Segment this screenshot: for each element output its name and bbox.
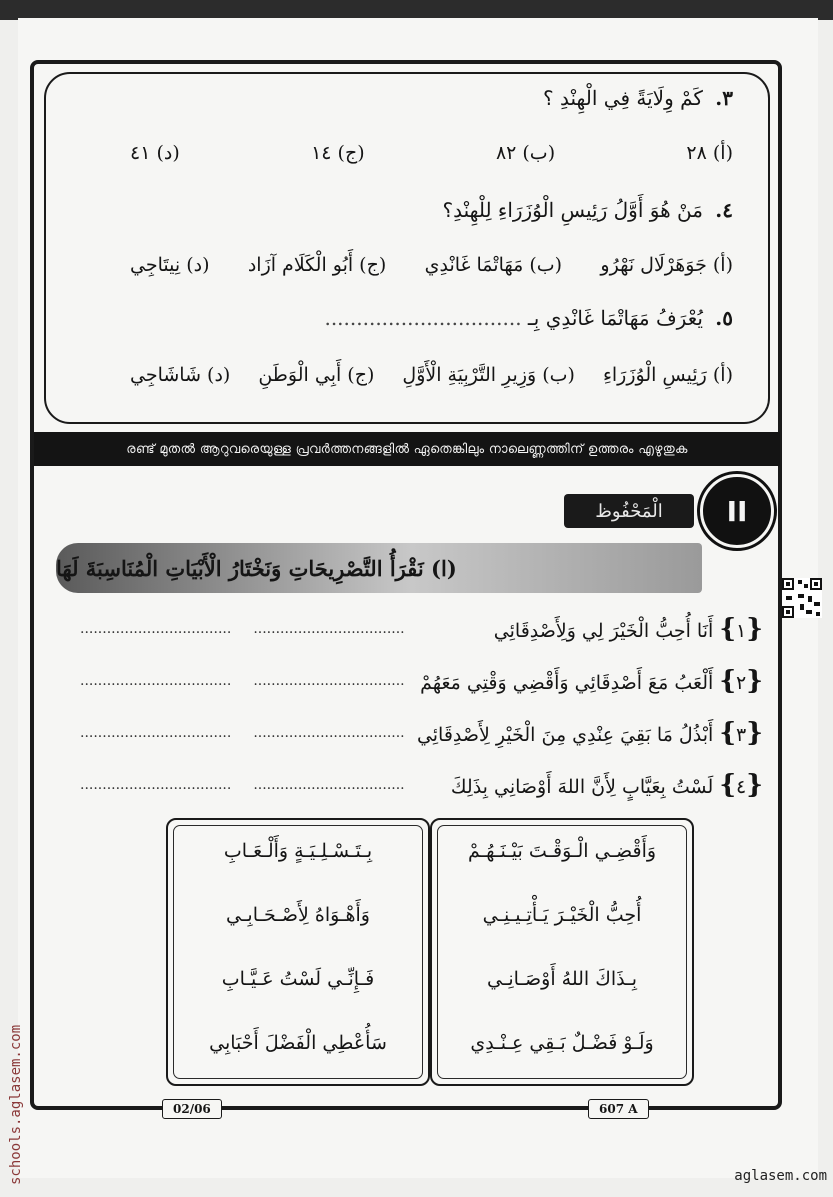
option-c: (ج) ١٤ [311, 142, 365, 164]
answer-blank: .................................. [80, 777, 232, 793]
qr-code-icon [782, 578, 822, 618]
section-title: الْمَحْفُوظ [564, 494, 694, 528]
verse-line: أُحِبُّ الْخَيْـرَ يَـأْتِـيـنِـي [482, 904, 642, 926]
question-4 [442, 198, 733, 222]
statement-number: ١ [736, 620, 747, 642]
answer-blank: .................................. [253, 673, 405, 689]
corner-watermark: aglasem.com [734, 1168, 827, 1184]
question-number: ٥. [715, 306, 733, 330]
question-text: مَنْ هُوَ أَوَّلُ رَئِيسِ الْوُزَرَاءِ لِلْهِنْدِ؟ [442, 198, 703, 222]
statement-number: ٢ [736, 672, 747, 694]
option-a: (أ) جَوَهَرْلَال نَهْرُو [600, 254, 733, 276]
section-number: II [700, 474, 774, 548]
activity-instruction [56, 543, 702, 593]
statement-text: لَسْتُ بِعَيَّابٍ لِأَنَّ اللهَ أَوْصَانِي بِذَلِكَ [450, 776, 714, 798]
option-d: (د) شَاشَاجِي [130, 364, 231, 386]
option-c: (ج) أَبُو الْكَلَام آزَاد [247, 254, 387, 276]
verse-line: وَأَهْـوَاهُ لِأَصْـحَـابِـي [226, 904, 370, 926]
question-4-options [130, 254, 733, 276]
question-3 [543, 86, 733, 110]
verse-line: وَلَـوْ فَضْـلٌ بَـقِي عِـنْـدِي [470, 1032, 654, 1054]
verse-line: بِـذَاكَ اللهُ أَوْصَـانِـي [486, 968, 638, 990]
answer-blank: .................................. [253, 777, 405, 793]
option-b: (ب) ٨٢ [495, 142, 556, 164]
question-text: كَمْ وِلَايَةً فِي الْهِنْدِ ؟ [543, 86, 703, 110]
question-number: ٣. [715, 86, 733, 110]
answer-blanks [80, 621, 405, 637]
answer-blanks [80, 777, 405, 793]
answer-blank: .................................. [80, 725, 232, 741]
answer-blank: .................................. [80, 621, 232, 637]
question-3-options [130, 142, 733, 164]
statement-text: أَنَا أُحِبُّ الْخَيْرَ لِي وَلِأَصْدِقَائِي [493, 620, 714, 642]
verse-box-right [430, 818, 694, 1086]
statement-row [80, 664, 763, 698]
option-b: (ب) مَهَاتْمَا غَانْدِي [424, 254, 563, 276]
answer-blanks [80, 673, 405, 689]
answer-blank: .................................. [253, 621, 405, 637]
statement-number: ٤ [736, 776, 747, 798]
statement-text: أَلْعَبُ مَعَ أَصْدِقَائِي وَأَقْضِي وَقْتِي مَعَهُمْ [420, 672, 714, 694]
option-a: (أ) رَئِيسِ الْوُزَرَاءِ [602, 364, 733, 386]
activity-instruction-text: (ا) نَقْرَأُ التَّصْرِيحَاتِ وَنَخْتَارُ الْأَبْيَاتِ الْمُنَاسِبَةَ لَهَا [56, 555, 457, 581]
option-a: (أ) ٢٨ [686, 142, 733, 164]
paper-code-tag: 607 A [588, 1099, 649, 1119]
statement: {٤} لَسْتُ بِعَيَّابٍ لِأَنَّ اللهَ أَوْصَانِي بِذَلِكَ [450, 770, 763, 800]
option-b: (ب) وَزِيرِ التَّرْبِيَةِ الْأَوَّلِ [402, 364, 575, 386]
statement-row [80, 716, 763, 750]
statement-row [80, 612, 763, 646]
verse-line: فَـإِنِّـي لَسْتُ عَـيَّـابِ [221, 968, 375, 990]
statement-row [80, 768, 763, 802]
question-text: يُعْرَفُ مَهَاتْمَا غَانْدِي بِـ [527, 306, 703, 330]
verse-line: وَأَقْضِـي الْـوَقْـتَ بَيْـنَـهُـمْ [467, 840, 657, 862]
scan-top-band [0, 0, 833, 20]
verse-box-left [166, 818, 430, 1086]
instruction-banner: രണ്ട് മുതൽ ആറുവരെയുള്ള പ്രവർത്തനങ്ങളിൽ ഏതെങ്കിലും നാലെണ്ണത്തിന് ഉത്തരം എഴുതുക [34, 432, 780, 466]
statement: {٣} أَبْذُلُ مَا بَقِيَ عِنْدِي مِنَ الْخَيْرِ لِأَصْدِقَائِي [416, 718, 763, 748]
statement-text: أَبْذُلُ مَا بَقِيَ عِنْدِي مِنَ الْخَيْرِ لِأَصْدِقَائِي [416, 724, 714, 746]
statement: {٢} أَلْعَبُ مَعَ أَصْدِقَائِي وَأَقْضِي وَقْتِي مَعَهُمْ [420, 666, 763, 696]
question-5 [324, 306, 733, 330]
answer-blank: ............................... [324, 306, 522, 330]
side-watermark: schools.aglasem.com [8, 1024, 24, 1185]
page-number-tag: 02/06 [162, 1099, 222, 1119]
answer-blank: .................................. [80, 673, 232, 689]
statement: {١} أَنَا أُحِبُّ الْخَيْرَ لِي وَلِأَصْدِقَائِي [493, 614, 763, 644]
answer-blanks [80, 725, 405, 741]
verse-line: بِـتَـسْـلِـيَـةٍ وَأَلْـعَـابِ [223, 840, 373, 862]
option-d: (د) نِيتَاجِي [130, 254, 210, 276]
question-5-options [130, 364, 733, 386]
verse-line: سَأُعْطِي الْفَضْلَ أَحْبَابِي [209, 1032, 387, 1054]
option-d: (د) ٤١ [130, 142, 180, 164]
option-c: (ج) أَبِي الْوَطَنِ [258, 364, 375, 386]
statement-number: ٣ [736, 724, 747, 746]
question-number: ٤. [715, 198, 733, 222]
answer-blank: .................................. [253, 725, 405, 741]
